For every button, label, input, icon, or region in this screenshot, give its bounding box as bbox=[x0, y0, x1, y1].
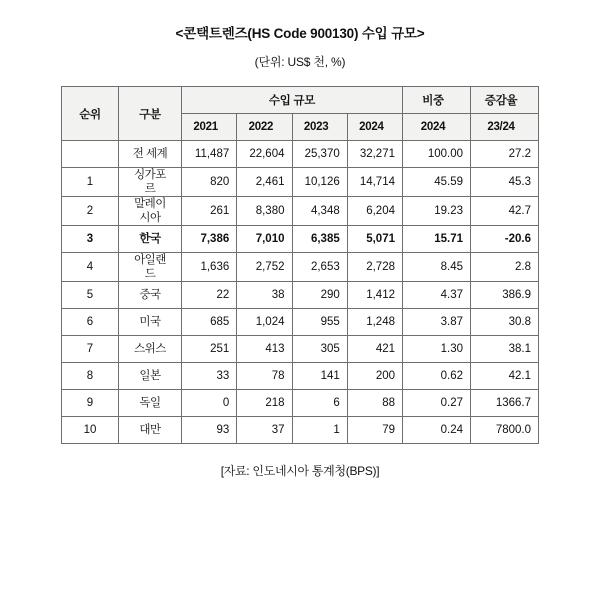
cell-country-name bbox=[119, 226, 182, 253]
cell-value-2023: 141 bbox=[292, 363, 347, 390]
cell-value-2024: 1,248 bbox=[347, 309, 402, 336]
cell-share: 4.37 bbox=[403, 282, 471, 309]
country-name-line1: 일본 bbox=[139, 370, 161, 382]
table-row bbox=[62, 282, 539, 309]
cell-rank: 6 bbox=[62, 309, 119, 336]
import-scale-table bbox=[61, 86, 539, 444]
header-share-year: 2024 bbox=[403, 114, 471, 141]
cell-value-2021: 33 bbox=[182, 363, 237, 390]
document-page bbox=[0, 22, 600, 589]
cell-share: 0.27 bbox=[403, 390, 471, 417]
country-name-line1: 싱가포 bbox=[134, 169, 166, 181]
cell-value-2024: 88 bbox=[347, 390, 402, 417]
country-name-line1: 중국 bbox=[139, 289, 161, 301]
header-category: 구분 bbox=[119, 87, 182, 141]
country-name-line1: 독일 bbox=[139, 397, 161, 409]
cell-value-2023: 290 bbox=[292, 282, 347, 309]
country-name-line1: 미국 bbox=[139, 316, 161, 328]
cell-value-2024: 200 bbox=[347, 363, 402, 390]
cell-value-2024: 14,714 bbox=[347, 168, 402, 197]
country-name-line2: 드 bbox=[144, 268, 156, 280]
cell-value-2023: 305 bbox=[292, 336, 347, 363]
cell-value-2023: 10,126 bbox=[292, 168, 347, 197]
cell-country-name bbox=[119, 309, 182, 336]
cell-rank: 3 bbox=[62, 226, 119, 253]
cell-value-2024: 6,204 bbox=[347, 197, 402, 226]
header-year-2021: 2021 bbox=[182, 114, 237, 141]
cell-value-2023: 4,348 bbox=[292, 197, 347, 226]
page-title: <콘택트렌즈(HS Code 900130) 수입 규모> bbox=[175, 26, 425, 41]
table-header-row-1 bbox=[62, 87, 539, 114]
cell-share: 19.23 bbox=[403, 197, 471, 226]
table-row bbox=[62, 168, 539, 197]
cell-share: 1.30 bbox=[403, 336, 471, 363]
cell-value-2024: 32,271 bbox=[347, 141, 402, 168]
cell-value-2023: 2,653 bbox=[292, 253, 347, 282]
table-body bbox=[62, 141, 539, 444]
cell-value-2024: 5,071 bbox=[347, 226, 402, 253]
table-row bbox=[62, 390, 539, 417]
cell-growth: 2.8 bbox=[471, 253, 539, 282]
cell-value-2022: 1,024 bbox=[237, 309, 292, 336]
cell-value-2023: 25,370 bbox=[292, 141, 347, 168]
cell-country-name bbox=[119, 363, 182, 390]
cell-share: 15.71 bbox=[403, 226, 471, 253]
table-row bbox=[62, 417, 539, 444]
header-year-2024: 2024 bbox=[347, 114, 402, 141]
cell-value-2021: 0 bbox=[182, 390, 237, 417]
cell-growth: 30.8 bbox=[471, 309, 539, 336]
cell-rank: 10 bbox=[62, 417, 119, 444]
cell-value-2022: 38 bbox=[237, 282, 292, 309]
cell-rank: 9 bbox=[62, 390, 119, 417]
cell-growth: 45.3 bbox=[471, 168, 539, 197]
import-table-container bbox=[61, 86, 539, 444]
cell-value-2022: 78 bbox=[237, 363, 292, 390]
country-name-line2: 시아 bbox=[139, 212, 161, 224]
cell-growth: 42.7 bbox=[471, 197, 539, 226]
country-name-line1: 아일랜 bbox=[134, 254, 166, 266]
cell-value-2023: 1 bbox=[292, 417, 347, 444]
cell-value-2023: 6,385 bbox=[292, 226, 347, 253]
cell-rank: 7 bbox=[62, 336, 119, 363]
cell-share: 0.62 bbox=[403, 363, 471, 390]
cell-growth: 386.9 bbox=[471, 282, 539, 309]
cell-share: 0.24 bbox=[403, 417, 471, 444]
cell-rank: 4 bbox=[62, 253, 119, 282]
country-name-line1: 대만 bbox=[139, 424, 161, 436]
cell-growth: 27.2 bbox=[471, 141, 539, 168]
header-rank: 순위 bbox=[62, 87, 119, 141]
header-year-2023: 2023 bbox=[292, 114, 347, 141]
cell-growth: 7800.0 bbox=[471, 417, 539, 444]
country-name-line1: 스위스 bbox=[134, 343, 166, 355]
cell-value-2021: 685 bbox=[182, 309, 237, 336]
cell-value-2022: 2,461 bbox=[237, 168, 292, 197]
cell-value-2022: 37 bbox=[237, 417, 292, 444]
cell-rank: 5 bbox=[62, 282, 119, 309]
table-row bbox=[62, 141, 539, 168]
cell-growth: -20.6 bbox=[471, 226, 539, 253]
table-row bbox=[62, 309, 539, 336]
cell-value-2024: 1,412 bbox=[347, 282, 402, 309]
table-row bbox=[62, 336, 539, 363]
cell-share: 8.45 bbox=[403, 253, 471, 282]
table-row bbox=[62, 363, 539, 390]
cell-country-name bbox=[119, 168, 182, 197]
cell-value-2023: 6 bbox=[292, 390, 347, 417]
cell-value-2022: 8,380 bbox=[237, 197, 292, 226]
header-growth-period: 23/24 bbox=[471, 114, 539, 141]
table-header bbox=[62, 87, 539, 141]
cell-value-2024: 421 bbox=[347, 336, 402, 363]
cell-country-name bbox=[119, 253, 182, 282]
cell-value-2022: 7,010 bbox=[237, 226, 292, 253]
cell-country-name bbox=[119, 197, 182, 226]
country-name-line2: 르 bbox=[144, 183, 156, 195]
cell-growth: 42.1 bbox=[471, 363, 539, 390]
cell-country-name bbox=[119, 336, 182, 363]
unit-note: (단위: US$ 천, %) bbox=[254, 55, 346, 69]
cell-share: 100.00 bbox=[403, 141, 471, 168]
cell-value-2021: 261 bbox=[182, 197, 237, 226]
cell-value-2021: 93 bbox=[182, 417, 237, 444]
cell-value-2021: 820 bbox=[182, 168, 237, 197]
cell-value-2021: 22 bbox=[182, 282, 237, 309]
country-name-line1: 전 세계 bbox=[132, 148, 168, 160]
cell-rank bbox=[62, 141, 119, 168]
cell-value-2024: 79 bbox=[347, 417, 402, 444]
cell-value-2021: 251 bbox=[182, 336, 237, 363]
header-share: 비중 bbox=[403, 87, 471, 114]
cell-value-2022: 2,752 bbox=[237, 253, 292, 282]
cell-country-name bbox=[119, 417, 182, 444]
table-row bbox=[62, 197, 539, 226]
cell-value-2022: 413 bbox=[237, 336, 292, 363]
cell-growth: 1366.7 bbox=[471, 390, 539, 417]
cell-growth: 38.1 bbox=[471, 336, 539, 363]
cell-value-2023: 955 bbox=[292, 309, 347, 336]
country-name-line1: 한국 bbox=[139, 233, 161, 245]
table-row bbox=[62, 226, 539, 253]
header-import-scale: 수입 규모 bbox=[182, 87, 403, 114]
cell-value-2021: 1,636 bbox=[182, 253, 237, 282]
cell-value-2022: 218 bbox=[237, 390, 292, 417]
table-row bbox=[62, 253, 539, 282]
cell-value-2021: 11,487 bbox=[182, 141, 237, 168]
cell-value-2022: 22,604 bbox=[237, 141, 292, 168]
cell-value-2024: 2,728 bbox=[347, 253, 402, 282]
cell-rank: 8 bbox=[62, 363, 119, 390]
header-growth: 증감율 bbox=[471, 87, 539, 114]
header-year-2022: 2022 bbox=[237, 114, 292, 141]
source-note: [자료: 인도네시아 통계청(BPS)] bbox=[220, 464, 380, 478]
cell-rank: 2 bbox=[62, 197, 119, 226]
country-name-line1: 말레이 bbox=[134, 198, 166, 210]
cell-country-name bbox=[119, 282, 182, 309]
cell-rank: 1 bbox=[62, 168, 119, 197]
cell-share: 3.87 bbox=[403, 309, 471, 336]
cell-country-name bbox=[119, 390, 182, 417]
cell-share: 45.59 bbox=[403, 168, 471, 197]
cell-country-name bbox=[119, 141, 182, 168]
cell-value-2021: 7,386 bbox=[182, 226, 237, 253]
